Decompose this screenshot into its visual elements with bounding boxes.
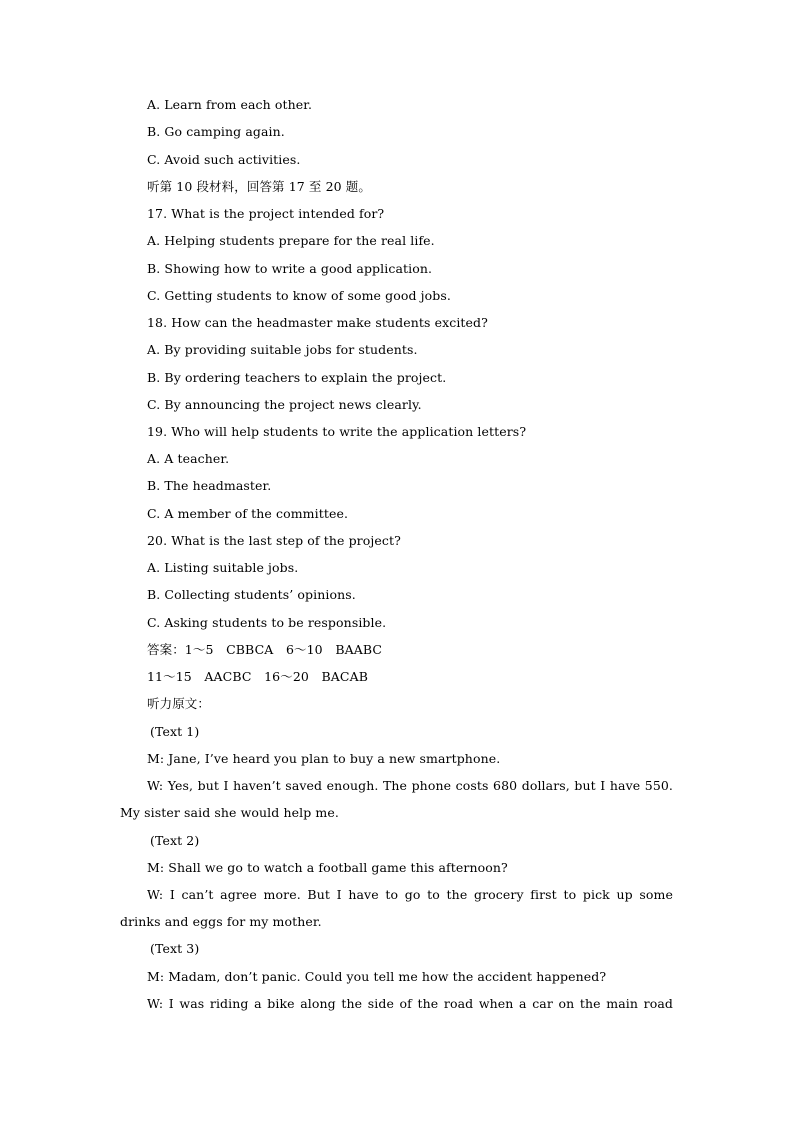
option-20a: A. Listing suitable jobs.	[147, 560, 299, 575]
text-1-line-w-cont: My sister said she would help me.	[120, 805, 339, 820]
text-1-line-w: W: Yes, but I haven’t saved enough. The phone costs 680 dollars, but I have 550.	[147, 778, 673, 793]
text-3-label: (Text 3)	[150, 941, 200, 956]
text-2-label: (Text 2)	[150, 833, 200, 848]
answer-key-line-1: 答案：1～5 CBBCA 6～10 BAABC	[147, 642, 383, 657]
transcript-heading: 听力原文：	[147, 696, 211, 711]
text-1-label: (Text 1)	[150, 724, 200, 739]
question-18: 18. How can the headmaster make students excited?	[147, 315, 488, 330]
option-19a: A. A teacher.	[147, 451, 230, 466]
text-2-line-w: W: I can’t agree more. But I have to go to the grocery first to pick up some	[147, 887, 673, 902]
option-19c: C. A member of the committee.	[147, 506, 349, 521]
question-20: 20. What is the last step of the project?	[147, 533, 401, 548]
option-18b: B. By ordering teachers to explain the project.	[147, 370, 447, 385]
option-17b: B. Showing how to write a good application.	[147, 261, 433, 276]
text-2-line-w-cont: drinks and eggs for my mother.	[120, 914, 322, 929]
option-15c: C. Avoid such activities.	[147, 152, 301, 167]
text-3-line-m: M: Madam, don’t panic. Could you tell me how the accident happened?	[147, 969, 607, 984]
option-18a: A. By providing suitable jobs for students.	[147, 342, 418, 357]
option-17a: A. Helping students prepare for the real life.	[147, 233, 435, 248]
option-20b: B. Collecting students’ opinions.	[147, 587, 356, 602]
text-2-line-m: M: Shall we go to watch a football game this afternoon?	[147, 860, 508, 875]
question-19: 19. Who will help students to write the application letters?	[147, 424, 527, 439]
question-17: 17. What is the project intended for?	[147, 206, 385, 221]
option-18c: C. By announcing the project news clearly.	[147, 397, 422, 412]
section-instruction: 听第 10 段材料，回答第 17 至 20 题。	[147, 179, 371, 194]
option-19b: B. The headmaster.	[147, 478, 272, 493]
option-15a: A. Learn from each other.	[147, 97, 313, 112]
option-20c: C. Asking students to be responsible.	[147, 615, 387, 630]
option-15b: B. Go camping again.	[147, 124, 285, 139]
text-1-line-m: M: Jane, I’ve heard you plan to buy a new smartphone.	[147, 751, 501, 766]
answer-key-line-2: 11～15 AACBC 16～20 BACAB	[147, 669, 369, 684]
option-17c: C. Getting students to know of some good jobs.	[147, 288, 451, 303]
text-3-line-w: W: I was riding a bike along the side of the road when a car on the main road	[147, 996, 673, 1011]
